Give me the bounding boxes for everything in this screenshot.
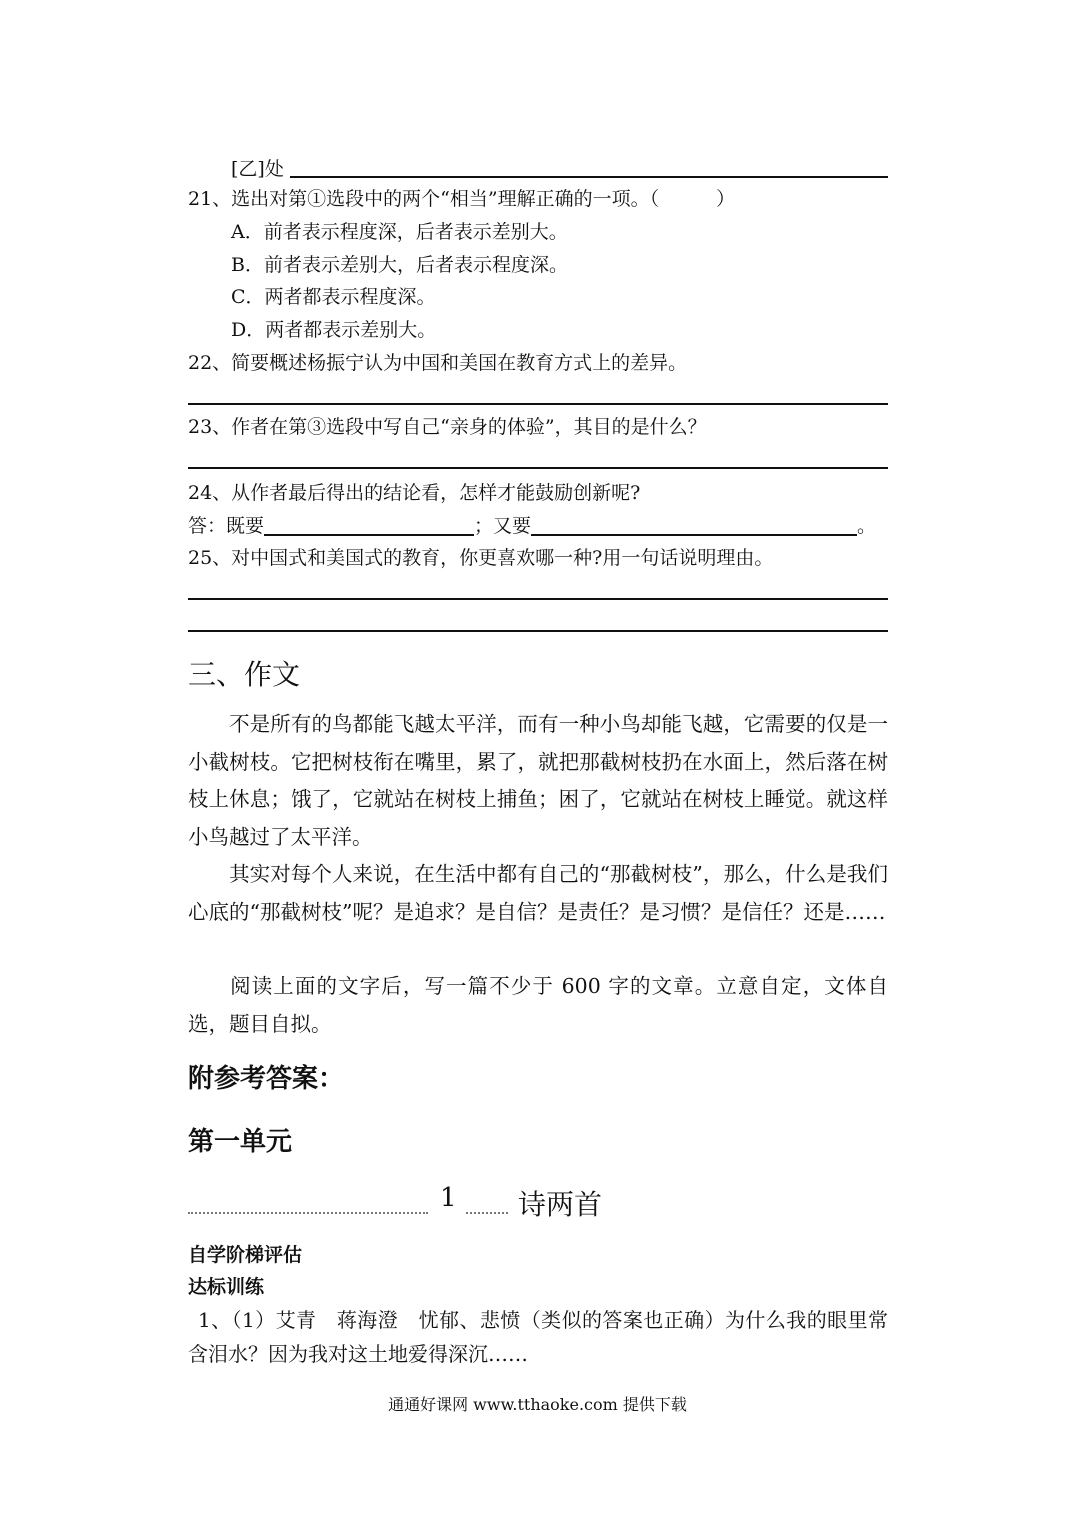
q24-answer-prefix: 答：既要: [188, 515, 265, 537]
q24-blank-1[interactable]: [264, 514, 474, 536]
q21-option-d: D．两者都表示差别大。: [231, 319, 437, 341]
subhead-practice: 达标训练: [188, 1276, 265, 1298]
section3-title: 三、作文: [188, 658, 301, 691]
q22-answer-line[interactable]: [188, 403, 888, 405]
q20-yi-line: [231, 156, 284, 182]
answers-title: 附参考答案：: [188, 1064, 345, 1094]
answer-item-1-text: 1、（1）艾青 蒋海澄 忧郁、悲愤（类似的答案也正确）为什么我的眼里常含泪水？因为我对这土地爱得深沉……: [188, 1308, 888, 1366]
unit-title: 第一单元: [188, 1127, 293, 1157]
essay-paragraph-3: [188, 968, 888, 1043]
essay-paragraph-2-text: 其实对每个人来说，在生活中都有自己的“那截树枝”，那么，什么是我们心底的“那截树枝”呢？是追求？是自信？是责任？是习惯？是信任？还是……: [188, 862, 888, 924]
q25-answer-line-1[interactable]: [188, 598, 888, 600]
q20-yi-blank[interactable]: [290, 176, 888, 178]
q25-stem: 25、对中国式和美国式的教育，你更喜欢哪一种?用一句话说明理由。: [188, 547, 774, 569]
q24-answer-line: [188, 513, 876, 539]
essay-paragraph-3-text: 阅读上面的文字后，写一篇不少于 600 字的文章。立意自定，文体自选，题目自拟。: [188, 974, 888, 1036]
essay-paragraph-1-text: 不是所有的鸟都能飞越太平洋，而有一种小鸟却能飞越，它需要的仅是一小截树枝。它把树枝衔在嘴里，累了，就把那截树枝扔在水面上，然后落在树枝上休息；饿了，它就站在树枝上捕鱼；困了，它就站在树枝上睡觉。就这样小鸟越过了太平洋。: [188, 712, 888, 849]
q21-stem: 21、选出对第①选段中的两个“相当”理解正确的一项。（ ）: [188, 188, 736, 210]
lesson-title: 诗两首: [518, 1188, 603, 1221]
q25-answer-line-2[interactable]: [188, 630, 888, 632]
answer-item-1: [188, 1303, 888, 1371]
q24-stem: 24、从作者最后得出的结论看，怎样才能鼓励创新呢?: [188, 482, 641, 504]
q23-stem: 23、作者在第③选段中写自己“亲身的体验”，其目的是什么？: [188, 416, 707, 438]
q24-answer-end: 。: [857, 515, 877, 537]
q24-answer-mid: ；又要: [474, 515, 532, 537]
q21-option-a: A．前者表示程度深，后者表示差别大。: [231, 221, 568, 243]
q21-option-b: B．前者表示差别大，后者表示程度深。: [231, 254, 568, 276]
essay-paragraph-2: [188, 856, 888, 931]
lesson-number: 1: [440, 1183, 457, 1213]
leader-dots-left: [188, 1212, 428, 1216]
leader-dots-mid: [466, 1212, 508, 1216]
q20-yi-label: [乙]处: [231, 158, 284, 180]
q23-answer-line[interactable]: [188, 467, 888, 469]
q21-option-c: C．两者都表示程度深。: [231, 286, 436, 308]
q22-stem: 22、简要概述杨振宁认为中国和美国在教育方式上的差异。: [188, 352, 688, 374]
q24-blank-2[interactable]: [531, 514, 857, 536]
essay-paragraph-1: [188, 706, 888, 856]
page-footer: 通通好课网 www.tthaoke.com 提供下载: [388, 1395, 687, 1414]
subhead-self-study: 自学阶梯评估: [188, 1244, 303, 1266]
